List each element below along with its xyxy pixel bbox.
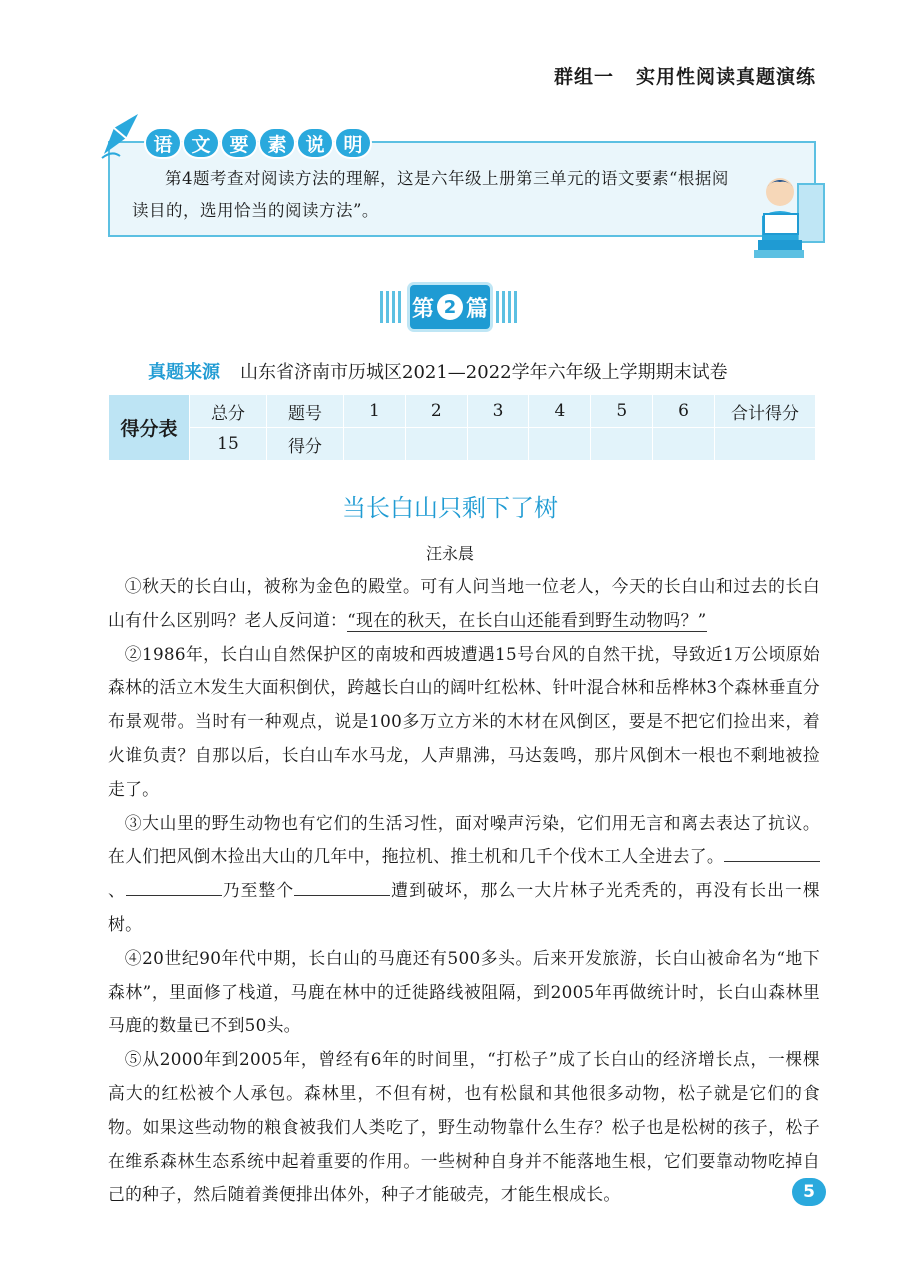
- note-title: [150, 128, 370, 158]
- paragraph-3: ③大山里的野生动物也有它们的生活习性，面对噪声污染，它们用无言和离去表达了抗议。在人们把风倒木捡出大山的几年中，拖拉机、推土机和几千个伐木工人全进去了。、 乃至整个 遭到破坏，那么一大片林子光秃秃的，再没有长出一棵树。: [108, 812, 820, 934]
- score-input-cell[interactable]: [529, 428, 591, 461]
- score-cell: 得分: [267, 428, 344, 461]
- note-title-char: 说: [298, 129, 332, 157]
- score-cell: 5: [591, 395, 653, 428]
- article-body: [108, 570, 820, 1212]
- score-cell: 题号: [267, 395, 344, 428]
- fill-blank-3[interactable]: [294, 877, 390, 896]
- paragraph-2: ②1986年，长白山自然保护区的南坡和西坡遭遇15号台风的自然干扰，导致近1万公顷原始森林的活立木发生大面积倒伏，跨越长白山的阔叶红松林、针叶混合林和岳桦林3个森林垂直分布景观带。当时有一种观点，说是100多万立方米的木材在风倒区，要是不把它们捡出来，着火谁负责？自那以后，长白山车水马龙，人声鼎沸，马达轰鸣，那片风倒木一根也不剩地被捡走了。: [108, 643, 820, 799]
- source-label: 真题来源: [148, 362, 220, 383]
- paragraph-5: ⑤从2000年到2005年，曾经有6年的时间里，“打松子”成了长白山的经济增长点，一棵棵高大的红松被个人承包。森林里，不但有树，也有松鼠和其他很多动物，松子就是它们的食物。如果这些动物的粮食被我们人类吃了，野生动物靠什么生存？松子也是松树的孩子，松子在维系森林生态系统中起着重要的作用。一些树种自身并不能落地生根，它们要靠动物吃掉自己的种子，然后随着粪便排出体外，种子才能破壳，才能生根成长。: [108, 1049, 820, 1205]
- banner-prefix: 第: [411, 296, 434, 322]
- score-cell: 15: [190, 428, 267, 461]
- running-header: [554, 62, 816, 89]
- score-input-cell[interactable]: [405, 428, 467, 461]
- article-author: 汪永晨: [425, 544, 474, 563]
- score-cell: 3: [467, 395, 529, 428]
- underlined-quote: “现在的秋天，在长白山还能看到野生动物吗？”: [347, 609, 707, 630]
- source-text: 山东省济南市历城区2021—2022学年六年级上学期期末试卷: [240, 362, 728, 383]
- score-input-cell[interactable]: [344, 428, 406, 461]
- source-line: [148, 358, 728, 384]
- score-table: [108, 394, 816, 461]
- note-title-char: 素: [260, 129, 294, 157]
- pencil-icon: [100, 110, 146, 160]
- score-input-cell[interactable]: [591, 428, 653, 461]
- note-title-char: 要: [222, 129, 256, 157]
- header-title: 实用性阅读真题演练: [635, 66, 816, 88]
- score-cell: 2: [405, 395, 467, 428]
- page-number: 5: [792, 1178, 826, 1206]
- score-input-cell[interactable]: [715, 428, 816, 461]
- score-input-cell[interactable]: [467, 428, 529, 461]
- score-cell: 总分: [190, 395, 267, 428]
- section-banner: [380, 285, 520, 329]
- banner-suffix: 篇: [466, 296, 489, 322]
- paragraph-1: ①秋天的长白山，被称为金色的殿堂。可有人问当地一位老人，今天的长白山和过去的长白山有什么区别吗？老人反问道：“现在的秋天，在长白山还能看到野生动物吗？”: [108, 576, 820, 630]
- note-title-char: 明: [336, 129, 370, 157]
- score-table-head: 得分表: [109, 395, 190, 461]
- article-title: 当长白山只剩下了树: [342, 494, 558, 522]
- score-cell: 1: [344, 395, 406, 428]
- note-text: 第4题考查对阅读方法的理解，这是六年级上册第三单元的语文要素“根据阅读目的，选用恰当的阅读方法”。: [132, 169, 729, 220]
- banner-number: 2: [437, 294, 463, 320]
- score-cell: 6: [653, 395, 715, 428]
- fill-blank-1[interactable]: [724, 843, 820, 862]
- note-title-char: 文: [184, 129, 218, 157]
- header-group: 群组一: [553, 66, 614, 88]
- score-cell: 合计得分: [715, 395, 816, 428]
- fill-blank-2[interactable]: [126, 877, 222, 896]
- score-cell: 4: [529, 395, 591, 428]
- score-input-cell[interactable]: [653, 428, 715, 461]
- reading-boy-illustration: [748, 170, 828, 260]
- note-title-char: 语: [146, 129, 180, 157]
- paragraph-4: ④20世纪90年代中期，长白山的马鹿还有500多头。后来开发旅游，长白山被命名为“地下森林”，里面修了栈道，马鹿在林中的迁徙路线被阻隔，到2005年再做统计时，长白山森林里马鹿的数量已不到50头。: [108, 947, 820, 1036]
